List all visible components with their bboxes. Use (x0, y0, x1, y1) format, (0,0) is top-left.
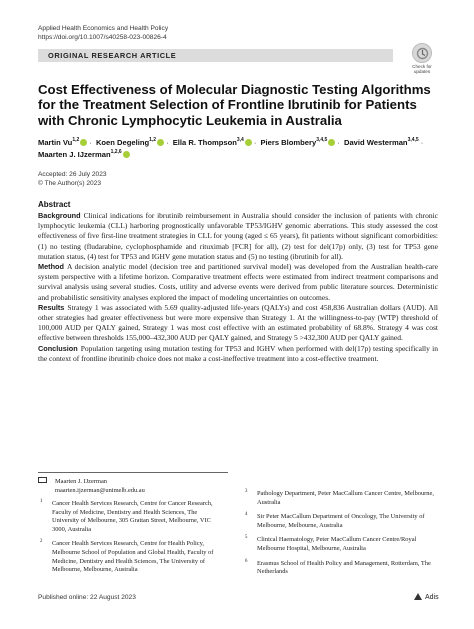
affiliation: 2 Cancer Health Services Research, Centre for Health Policy, Melbourne School of Population and Global Health, Faculty of Medicine, Dentistry and Health Sciences, The University of Melbourne, Melbourne, Australia (40, 539, 214, 574)
orcid-icon[interactable] (123, 151, 130, 158)
results-text: Strategy 1 was associated with 5.69 quality-adjusted life-years (QALYs) and cost 458,836 Australian dollars (AUD). All other strategies had greater effectiveness but were more expensive than Strategy 1. At the willingness-to-pay (WTP) threshold of 100,000 AUD per QALY gained, Strategy 1 was most cost effective with an estimated probability of 68.8%. Strategy 4 was cost effective between thresholds 155,000–432,300 AUD per QALY gained, and Strategy 5 >432,300 AUD per QALY gained. (38, 302, 438, 343)
affiliation: 6 Erasmus School of Health Policy and Management, Rotterdam, The Netherlands (245, 558, 431, 576)
conclusion-label: Conclusion (38, 343, 78, 353)
published-date: Published online: 22 August 2023 (38, 594, 136, 601)
orcid-icon[interactable] (328, 139, 335, 146)
abstract-background (38, 211, 438, 262)
author[interactable]: Koen Degeling$^{1,2}$ (96, 138, 164, 147)
publisher-logo: Adis (414, 593, 439, 601)
affiliations-left (38, 500, 223, 581)
abstract-results (38, 303, 438, 344)
method-text: A decision analytic model (decision tree and partitioned survival model) was developed from the Australian health-care system perspective with a lifetime horizon. Comparative treatment effects were estimated from indirect treatment comparisons and survival analysis using several studies. Costs, utility and adverse events were derived from public literature sources. Deterministic and probabilistic sensitivity analyses explored the impact of modeling uncertainties on outcomes. (38, 262, 438, 302)
article-type: ORIGINAL RESEARCH ARTICLE (48, 51, 177, 60)
conclusion-text: Population targeting using mutation testing for TP53 and IGHV when performed with del(17p) testing specifically in the context of frontline ibrutinib choice does not make a cost-ineffective treatment into a cost-effective treatment. (38, 343, 438, 363)
correspondence-name: Maarten J. IJzerman (55, 478, 107, 485)
doi-link[interactable]: https://doi.org/10.1007/s40258-023-00826-4 (38, 34, 167, 41)
orcid-icon[interactable] (157, 139, 164, 146)
adis-logo-icon (414, 593, 422, 600)
journal-header (38, 24, 168, 42)
abstract-method (38, 262, 438, 303)
article-title: Cost Effectiveness of Molecular Diagnostic Testing Algorithms for the Treatment Selection of Frontline Ibrutinib for Patients with Chronic Lymphocytic Leukemia in Australia (38, 82, 431, 128)
author[interactable]: Maarten J. IJzerman$^{1,2,6}$ (38, 150, 130, 159)
journal-name: Applied Health Economics and Health Policy (38, 25, 169, 32)
footnote-divider (38, 472, 228, 473)
author[interactable]: David Westerman$^{3,4,5}$ (343, 137, 419, 147)
correspondence (38, 477, 145, 495)
abstract-heading: Abstract (38, 200, 71, 209)
article-type-bar (38, 49, 393, 62)
orcid-icon[interactable] (245, 139, 252, 146)
affiliation: 1 Cancer Health Services Research, Centre for Cancer Research, Faculty of Medicine, Dentistry and Health Sciences, The University of Melbourne, 305 Grattan Street, Melbourne, VIC 3000, Australia (40, 499, 213, 533)
results-label: Results (38, 302, 65, 312)
author[interactable]: Ella R. Thompson$^{3,4}$ (173, 138, 252, 147)
abstract-conclusion (38, 344, 438, 364)
author-list: Martin Vu$^{1,2}$ · Koen Degeling$^{1,2}$ · Ella R. Thompson$^{3,4}$ · Piers Blombery$^{3,4,5}$ · David Westerman$^{3,4,5}$ · Maarten J. IJzerman$^{1,2,6}$ (38, 137, 424, 159)
check-for-updates-icon (412, 43, 432, 63)
envelope-icon (38, 477, 47, 483)
abstract-body (38, 211, 438, 364)
affiliation: 5 Clinical Haematology, Peter MacCallum Cancer Centre/Royal Melbourne Hospital, Melbourne, Australia (245, 535, 417, 552)
background-label: Background (38, 211, 81, 220)
background-text: Clinical indications for ibrutinib reimbursement in Australia should consider the inclusion of patients with chronic lymphocytic leukemia (CLL) harboring prognostically unfavorable TP53/IGHV genomic aberrations. This study assessed the cost effectiveness of five first-line treatment strategies in CLL for young (aged ≤ 65 years), fit patients without significant comorbidities: (1) no testing (fludarabine, cyclophosphamide and rituximab [FCR] for all), (2) test for del(17p) only, (3) test for TP53 gene mutation status, (4) test for TP53 and IGHV gene mutation status and (5) no testing (ibrutinib for all). (38, 211, 438, 261)
author[interactable]: Martin Vu$^{1,2}$ (38, 138, 87, 147)
affiliation: 3 Pathology Department, Peter MacCallum Cancer Centre, Melbourne, Australia (245, 489, 434, 506)
check-for-updates[interactable] (404, 43, 440, 75)
article-dates (38, 171, 107, 188)
affiliation: 4 Sir Peter MacCallum Department of Oncology, The University of Melbourne, Melbourne, Australia (245, 512, 425, 529)
correspondence-email[interactable]: maarten.ijzerman@unimelb.edu.au (55, 487, 145, 494)
accepted-date: Accepted: 26 July 2023 (38, 171, 107, 178)
check-for-updates-label: Check for updates (412, 64, 432, 75)
copyright-line: © The Author(s) 2023 (38, 179, 102, 187)
orcid-icon[interactable] (80, 139, 87, 146)
method-label: Method (38, 262, 64, 272)
affiliations-right (243, 490, 443, 583)
author[interactable]: Piers Blombery$^{3,4,5}$ (260, 138, 335, 147)
